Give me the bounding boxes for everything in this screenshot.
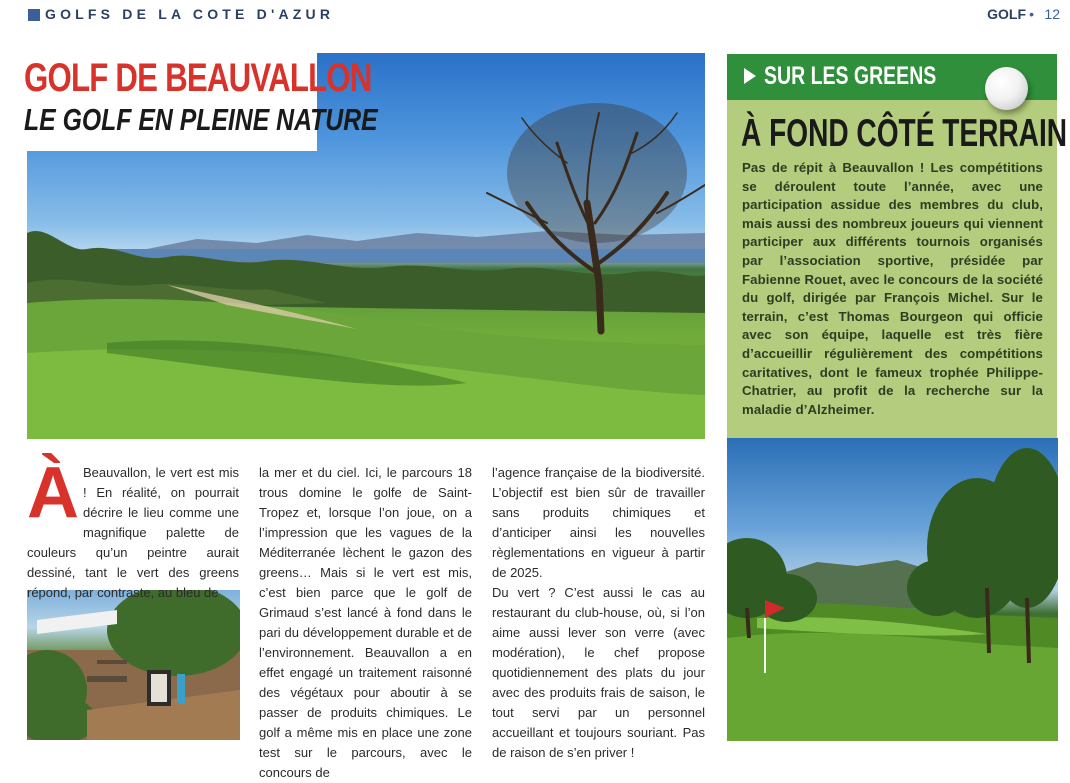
article-text-3a: l’agence française de la biodiversité. L’objectif est bien sûr de travailler sans produits chimiques et d’anticiper ainsi les nouvelles règlementations en vigueur à partir de 2025. <box>492 465 705 580</box>
play-arrow-icon <box>744 68 756 84</box>
article-text-1: Beauvallon, le vert est mis ! En réalité, on pourrait décrire le lieu comme une magnifique palette de couleurs qu’un peintre aurait dessiné, tant le vert des greens répond, par contraste, au bleu de <box>27 465 239 600</box>
article-title: GOLF DE BEAUVALLON <box>24 56 372 100</box>
header-bullet: • <box>1029 6 1034 22</box>
sidebar-kicker: SUR LES GREENS <box>764 62 937 90</box>
sidebar-title: À FOND CÔTÉ TERRAIN <box>741 112 1068 155</box>
drop-cap: À <box>27 453 79 533</box>
article-text-3b: Du vert ? C’est aussi le cas au restaurant du club-house, où, si l’on aime aussi lever son verre (avec modération), le chef propose quotidiennement des plats du jour avec des produits frais de saison, le tout servi par un personnel accueillant et toujours souriant. Pas de raison de s’en priver ! <box>492 585 705 760</box>
golf-ball-icon <box>985 67 1028 110</box>
article-text-2: la mer et du ciel. Ici, le parcours 18 trous domine le golfe de Saint-Tropez et, lorsque l’on joue, on a l’impression que les vagues de la Méditerranée lèchent le gazon des greens… Mais si le vert est mis, c’est bien parce que le golf de Grimaud s’est lancé à fond dans le pari du développement durable et de l’environnement. Beauvallon a en effet engagé un traitement raisonné des végétaux pour aboutir à se passer de produits chimiques. Le golf a même mis en place une zone test sur le parcours, avec le concours de <box>259 465 472 780</box>
article-column-2 <box>259 463 472 783</box>
sidebar-text: Pas de répit à Beauvallon ! Les compétitions se déroulent toute l’année, avec une participation assidue des membres du club, mais aussi des nombreux joueurs qui viennent participer aux différents tournois organisés par l’association sportive, présidée par Fabienne Rouet, avec le concours de la société du golf, dirigée par François Michel. Sur le terrain, c’est Thomas Bourgeon qui officie avec son équipe, laquelle est très fière d’accueillir régulièrement des compétitions caritatives, dont le fameux trophée Philippe-Chatrier, au profit de la recherche sur la maladie d’Alzheimer. <box>742 160 1043 417</box>
header-square-icon <box>28 9 40 21</box>
article-subtitle: LE GOLF EN PLEINE NATURE <box>24 102 378 137</box>
magazine-name: GOLF <box>987 6 1026 22</box>
green-photo <box>727 438 1058 741</box>
page-number: 12 <box>1044 6 1060 22</box>
terrace-photo <box>27 590 240 740</box>
article-column-3 <box>492 463 705 763</box>
section-title: GOLFS DE LA COTE D'AZUR <box>45 6 335 22</box>
article-column-1 <box>27 453 239 603</box>
